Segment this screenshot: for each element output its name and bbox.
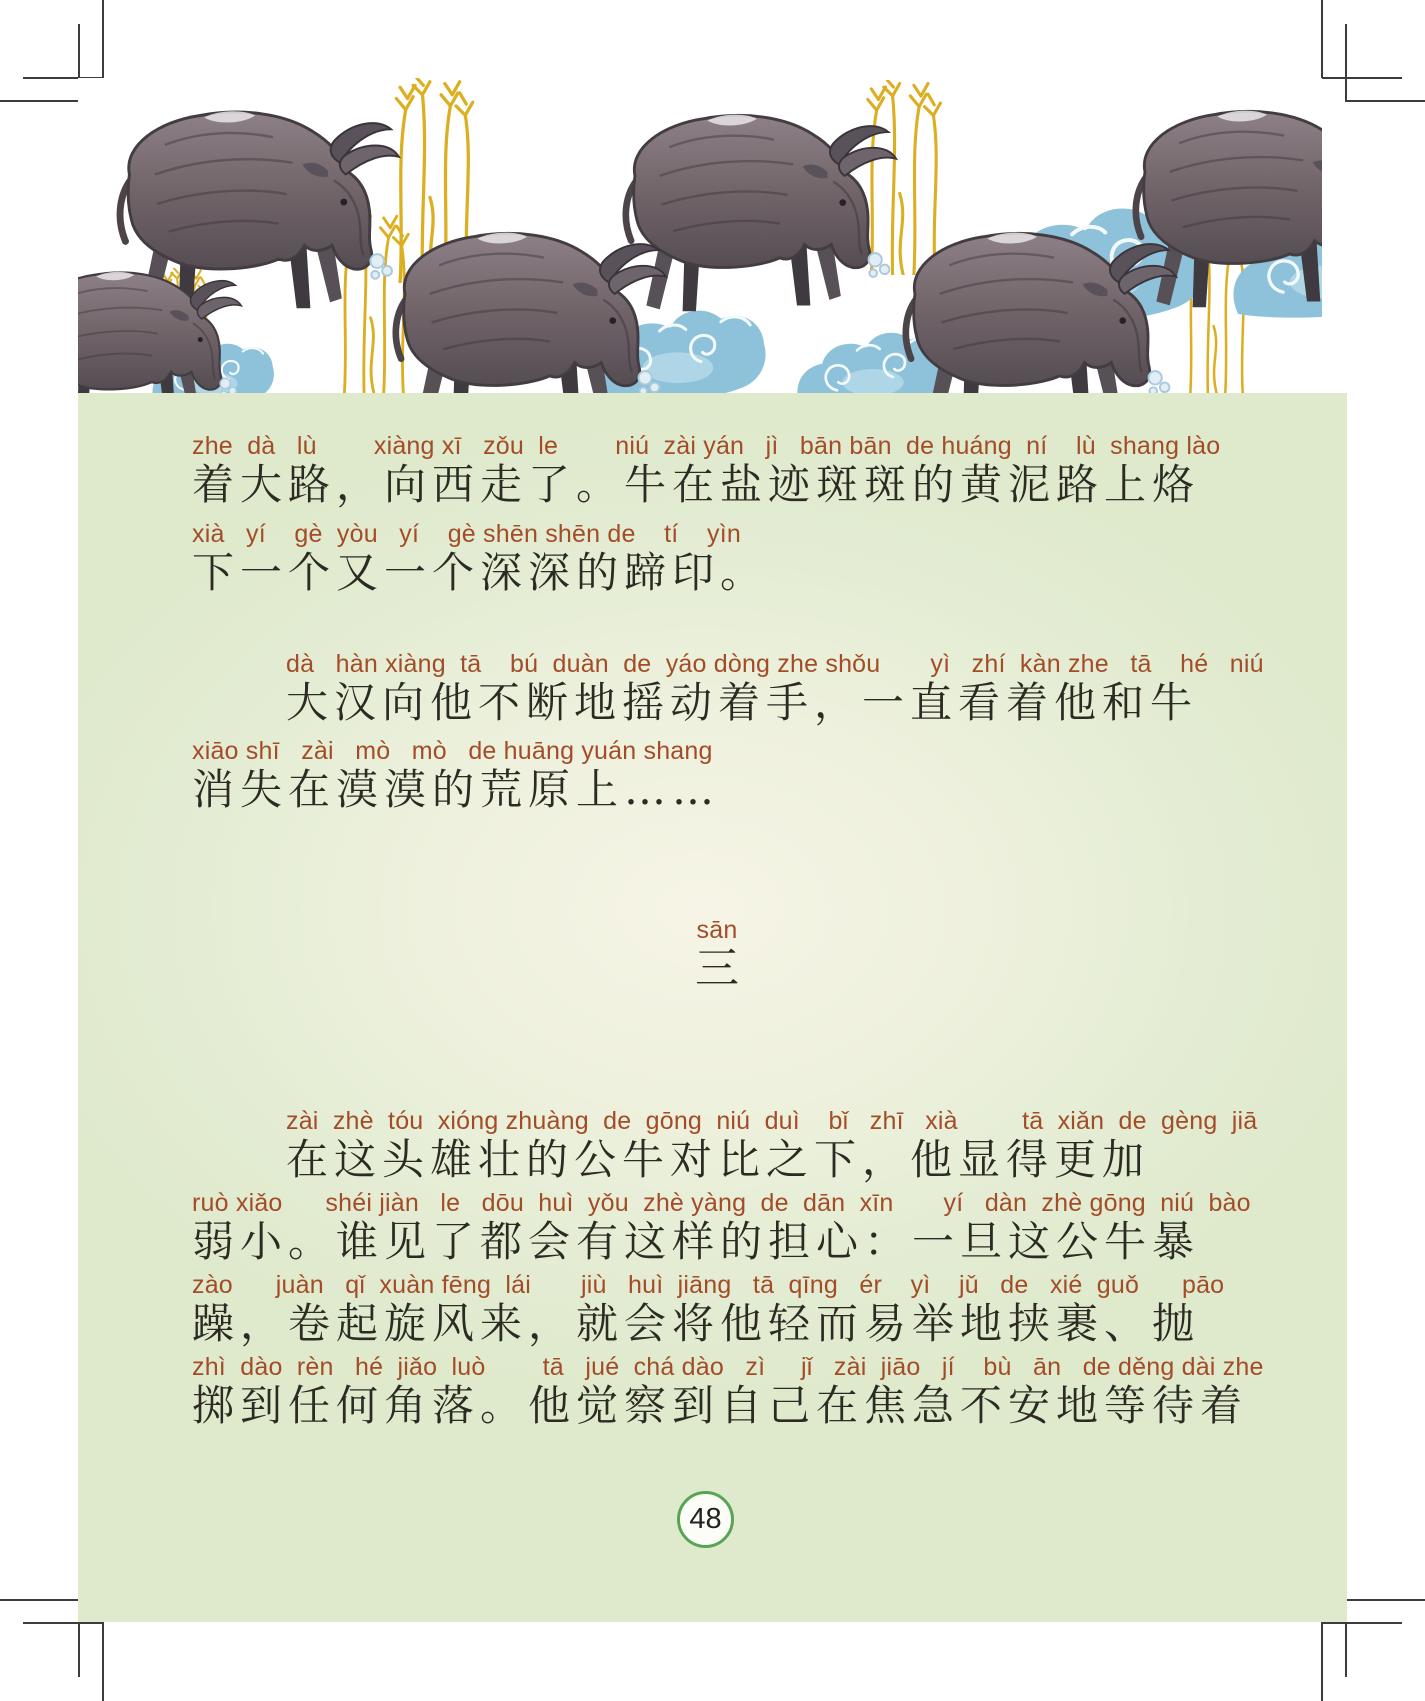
- buffalo-illustration: [78, 272, 241, 394]
- crop-mark-top-right: [1315, 0, 1425, 110]
- buffalo-illustration: [626, 115, 896, 312]
- hanzi-line: 掷到任何角落。他觉察到自己在焦急不安地等待着: [192, 1381, 1249, 1430]
- hanzi-line: 弱小。谁见了都会有这样的担心：一旦这公牛暴: [192, 1217, 1201, 1266]
- pinyin-line: xià yí gè yòu yí gè shēn shēn de tí yìn: [192, 520, 741, 548]
- text-line-6: [192, 1189, 1251, 1267]
- pinyin-line: zhì dào rèn hé jiǎo luò tā jué chá dào zì jǐ zài jiāo jí bù ān de děng dài zhe: [192, 1353, 1264, 1381]
- text-line-7: [192, 1271, 1242, 1349]
- text-line-2: [192, 520, 1242, 598]
- text-line-1: [192, 432, 1242, 510]
- decorative-header-pattern: [78, 78, 1322, 394]
- text-line-4: [192, 737, 1242, 815]
- hanzi-line: 在这头雄壮的公牛对比之下，他显得更加: [286, 1135, 1151, 1184]
- hanzi-line: 下一个又一个深深的蹄印。: [192, 548, 769, 597]
- text-line-3: [192, 650, 1264, 728]
- buffalo-illustration: [906, 233, 1176, 394]
- pinyin-line: ruò xiǎo shéi jiàn le dōu huì yǒu zhè yàng de dān xīn yí dàn zhè gōng niú bào: [192, 1189, 1251, 1217]
- text-line-5: [192, 1107, 1258, 1185]
- wheat-stalks-icon: [868, 80, 941, 275]
- pinyin-line: zài zhè tóu xióng zhuàng de gōng niú duì bǐ zhī xià tā xiǎn de gèng jiā: [286, 1107, 1258, 1135]
- hanzi-line: 躁，卷起旋风来，就会将他轻而易举地挟裹、抛: [192, 1299, 1201, 1348]
- section-heading: [192, 916, 1242, 994]
- hanzi-line: 着大路，向西走了。牛在盐迹斑斑的黄泥路上烙: [192, 460, 1201, 509]
- hanzi-line: 大汉向他不断地摇动着手，一直看着他和牛: [286, 678, 1199, 727]
- section-pinyin: sān: [696, 916, 738, 944]
- page-number-badge: [677, 1491, 734, 1548]
- pinyin-line: xiāo shī zài mò mò de huāng yuán shang: [192, 737, 713, 765]
- pinyin-line: dà hàn xiàng tā bú duàn de yáo dòng zhe shǒu yì zhí kàn zhe tā hé niú: [286, 650, 1264, 678]
- pinyin-line: zhe dà lù xiàng xī zǒu le niú zài yán jì bān bān de huáng ní lù shang lào: [192, 432, 1221, 460]
- pinyin-line: zào juàn qǐ xuàn fēng lái jiù huì jiāng tā qīng ér yì jǔ de xié guǒ pāo: [192, 1271, 1225, 1299]
- hanzi-line: 消失在漠漠的荒原上……: [192, 765, 721, 814]
- page-number: 48: [689, 1503, 722, 1535]
- buffalo-illustration: [396, 233, 666, 394]
- text-line-8: [192, 1353, 1264, 1431]
- section-hanzi: 三: [695, 943, 739, 994]
